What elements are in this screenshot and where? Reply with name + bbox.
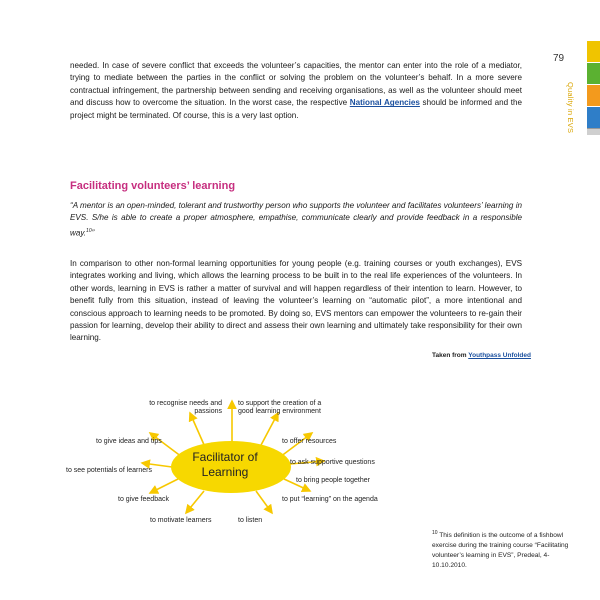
color-tab-orange — [587, 84, 600, 106]
color-tab-green — [587, 62, 600, 84]
ray-arrow — [150, 479, 178, 493]
paragraph-conflict-text-a: needed. In case of severe conflict that exceeds the volunteer’s capacities, the mentor can enter into the role of a mediator, trying to mediate between the parties in the conflict or solving the problem on the volunteer’s behalf. In a more severe contractual infringement, the partnership between sending and receiving organisations, as well as the volunteer should meet and discuss how to overcome the situation. In the worst case, the respective — [70, 61, 522, 108]
color-tab-strip — [587, 40, 600, 150]
diagram-label: to put “learning” on the agenda — [282, 496, 378, 503]
diagram-label: to bring people together — [296, 477, 370, 484]
diagram-label: to offer resources — [282, 438, 337, 445]
diagram-center-label: Facilitator of Learning — [192, 450, 258, 479]
color-tab-end — [587, 128, 600, 135]
ray-arrow — [190, 413, 205, 447]
diagram-label: to motivate learners — [150, 517, 212, 524]
footnote-reference[interactable]: 10 — [86, 227, 92, 234]
page-number: 79 — [553, 53, 565, 64]
quote-closing: ” — [91, 228, 95, 238]
paragraph-conflict-text-b: should be informed and the project might be terminated. Of course, this is a very last option. — [70, 98, 522, 120]
diagram-label: to ask supportive questions — [290, 459, 375, 466]
paragraph-learning: In comparison to other non-formal learning opportunities for young people (e.g. training courses or youth exchanges), EVS integrates working and living, which allows the learning process to be built in to the real life experiences of the volunteers. In other words, learning in EVS is rather a matter of survival and will happen regardless of their intention to learn. However, to benefit fully from this situation, instead of leaving the volunteer’s learning on “automatic pilot”, a more intentional and conscious approach to learning needs to be promoted. By doing so, EVS mentors can empower the volunteers to re-gain their passion for learning, develop their ability to direct and assess their own learning and ultimately take responsibility for their own learning. — [70, 259, 522, 343]
diagram-label: to listen — [238, 517, 263, 524]
image-credit — [432, 352, 531, 359]
diagram-label: to give ideas and tips — [96, 438, 162, 445]
facilitator-diagram — [60, 395, 390, 530]
national-agencies-link[interactable]: National Agencies — [349, 98, 420, 108]
section-heading: Facilitating volunteers’ learning — [70, 180, 236, 192]
quote-text: “A mentor is an open-minded, tolerant and trustworthy person who supports the volunteer and facilitates volunteers’ learning in EVS. S/he is able to create a proper atmosphere, empathise, communicate clearly and provide feedback in a responsible way. — [70, 201, 522, 238]
side-section-label: Quality in EVS — [566, 82, 575, 134]
ray-arrow — [256, 491, 272, 513]
footnote — [432, 528, 582, 571]
ray-arrow — [260, 413, 278, 447]
credit-prefix: Taken from — [432, 352, 469, 359]
diagram-label: to recognise needs and passions — [149, 400, 222, 415]
color-tab-yellow — [587, 40, 600, 62]
color-tab-blue — [587, 106, 600, 128]
footnote-text: This definition is the outcome of a fishbowl exercise during the training course “Facilitating volunteer’s learning in EVS”, Predeal, 4-10.10.2010. — [432, 532, 569, 570]
diagram-label: to support the creation of a good learning environment — [238, 400, 322, 415]
paragraph-conflict — [70, 60, 522, 122]
diagram-label: to give feedback — [118, 496, 169, 503]
youthpass-unfolded-link[interactable]: Youthpass Unfolded — [468, 352, 531, 359]
mentor-definition-quote — [70, 200, 522, 240]
diagram-label: to see potentials of learners — [66, 467, 152, 474]
footnote-number: 10 — [432, 530, 438, 536]
ray-arrow — [186, 491, 204, 513]
